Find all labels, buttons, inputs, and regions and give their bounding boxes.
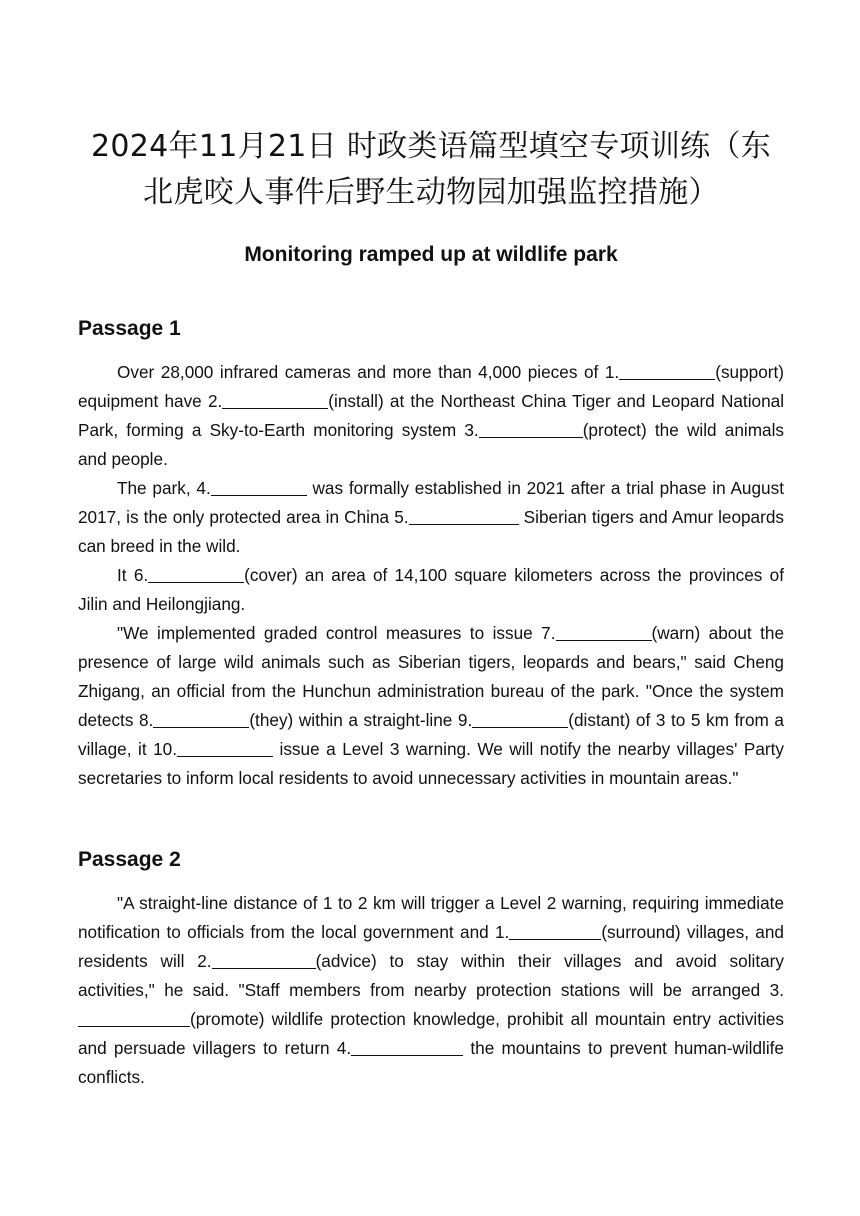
paragraph-text: Over 28,000 infrared cameras and more than 4,000 pieces of 1.: [117, 362, 620, 382]
answer-blank: [211, 477, 307, 496]
answer-blank: [351, 1037, 463, 1056]
answer-blank: [177, 738, 273, 757]
passage-heading: Passage 1: [78, 317, 181, 340]
answer-blank: [472, 709, 568, 728]
answer-blank: [619, 361, 715, 380]
paragraph-text: (surround) villages, and residents will 2.: [78, 922, 784, 971]
passage-body: [78, 889, 784, 1092]
passage-heading: Passage 2: [78, 848, 181, 871]
paragraph-text: (cover) an area of 14,100 square kilometers across the provinces of Jilin and Heilongjiang.: [78, 565, 784, 614]
answer-blank: [479, 419, 583, 438]
answer-blank: [409, 506, 519, 525]
paragraph-text: (install) at the Northeast China Tiger and Leopard National Park, forming a Sky-to-Earth monitoring system 3.: [78, 391, 785, 440]
article-subtitle: Monitoring ramped up at wildlife park: [244, 243, 618, 266]
answer-blank: [78, 1008, 190, 1027]
paragraph-text: Siberian tigers and Amur leopards can breed in the wild.: [78, 507, 784, 556]
passage-2: [78, 845, 784, 1092]
answer-blank: [148, 564, 244, 583]
paragraph-text: "A straight-line distance of 1 to 2 km will trigger a Level 2 warning, requiring immediate notification to officials from the local government and 1.: [78, 893, 784, 942]
paragraph: [78, 358, 784, 474]
paragraph-text: issue a Level 3 warning. We will notify the nearby villages' Party secretaries to inform local residents to avoid unnecessary activities in mountain areas.": [78, 739, 784, 788]
paragraph-text: the mountains to prevent human-wildlife conflicts.: [78, 1038, 784, 1087]
passage-body: [78, 358, 784, 793]
paragraph-text: The park, 4.: [117, 478, 211, 498]
paragraph-text: "We implemented graded control measures to issue 7.: [117, 623, 556, 643]
answer-blank: [509, 921, 601, 940]
paragraph-text: (they) within a straight-line 9.: [249, 710, 473, 730]
paragraph-text: was formally established in 2021 after a trial phase in August 2017, is the only protected area in China 5.: [78, 478, 784, 527]
paragraph: [78, 474, 784, 561]
paragraph: [78, 619, 784, 793]
paragraph-text: (advice) to stay within their villages and avoid solitary activities," he said. "Staff members from nearby protection stations will be arranged 3.: [78, 951, 784, 1000]
paragraph-text: (warn) about the presence of large wild animals such as Siberian tigers, leopards and bears," said Cheng Zhigang, an official from the Hunchun administration bureau of the park. "Once the system detects 8.: [78, 623, 785, 730]
answer-blank: [153, 709, 249, 728]
paragraph-text: (support) equipment have 2.: [78, 362, 784, 411]
paragraph: [78, 561, 784, 619]
answer-blank: [556, 622, 652, 641]
paragraph-text: It 6.: [117, 565, 149, 585]
answer-blank: [222, 390, 328, 409]
passage-1: [78, 314, 784, 793]
document-title: 2024年11月21日 时政类语篇型填空专项训练（东北虎咬人事件后野生动物园加强监控措施）: [90, 129, 772, 210]
paragraph-text: (distant) of 3 to 5 km from a village, it 10.: [78, 710, 784, 759]
paragraph: [78, 889, 784, 1092]
document-page: [78, 0, 784, 1092]
paragraph-text: (protect) the wild animals and people.: [78, 420, 784, 469]
paragraph-text: (promote) wildlife protection knowledge, prohibit all mountain entry activities and persuade villagers to return 4.: [78, 1009, 784, 1058]
answer-blank: [212, 950, 316, 969]
